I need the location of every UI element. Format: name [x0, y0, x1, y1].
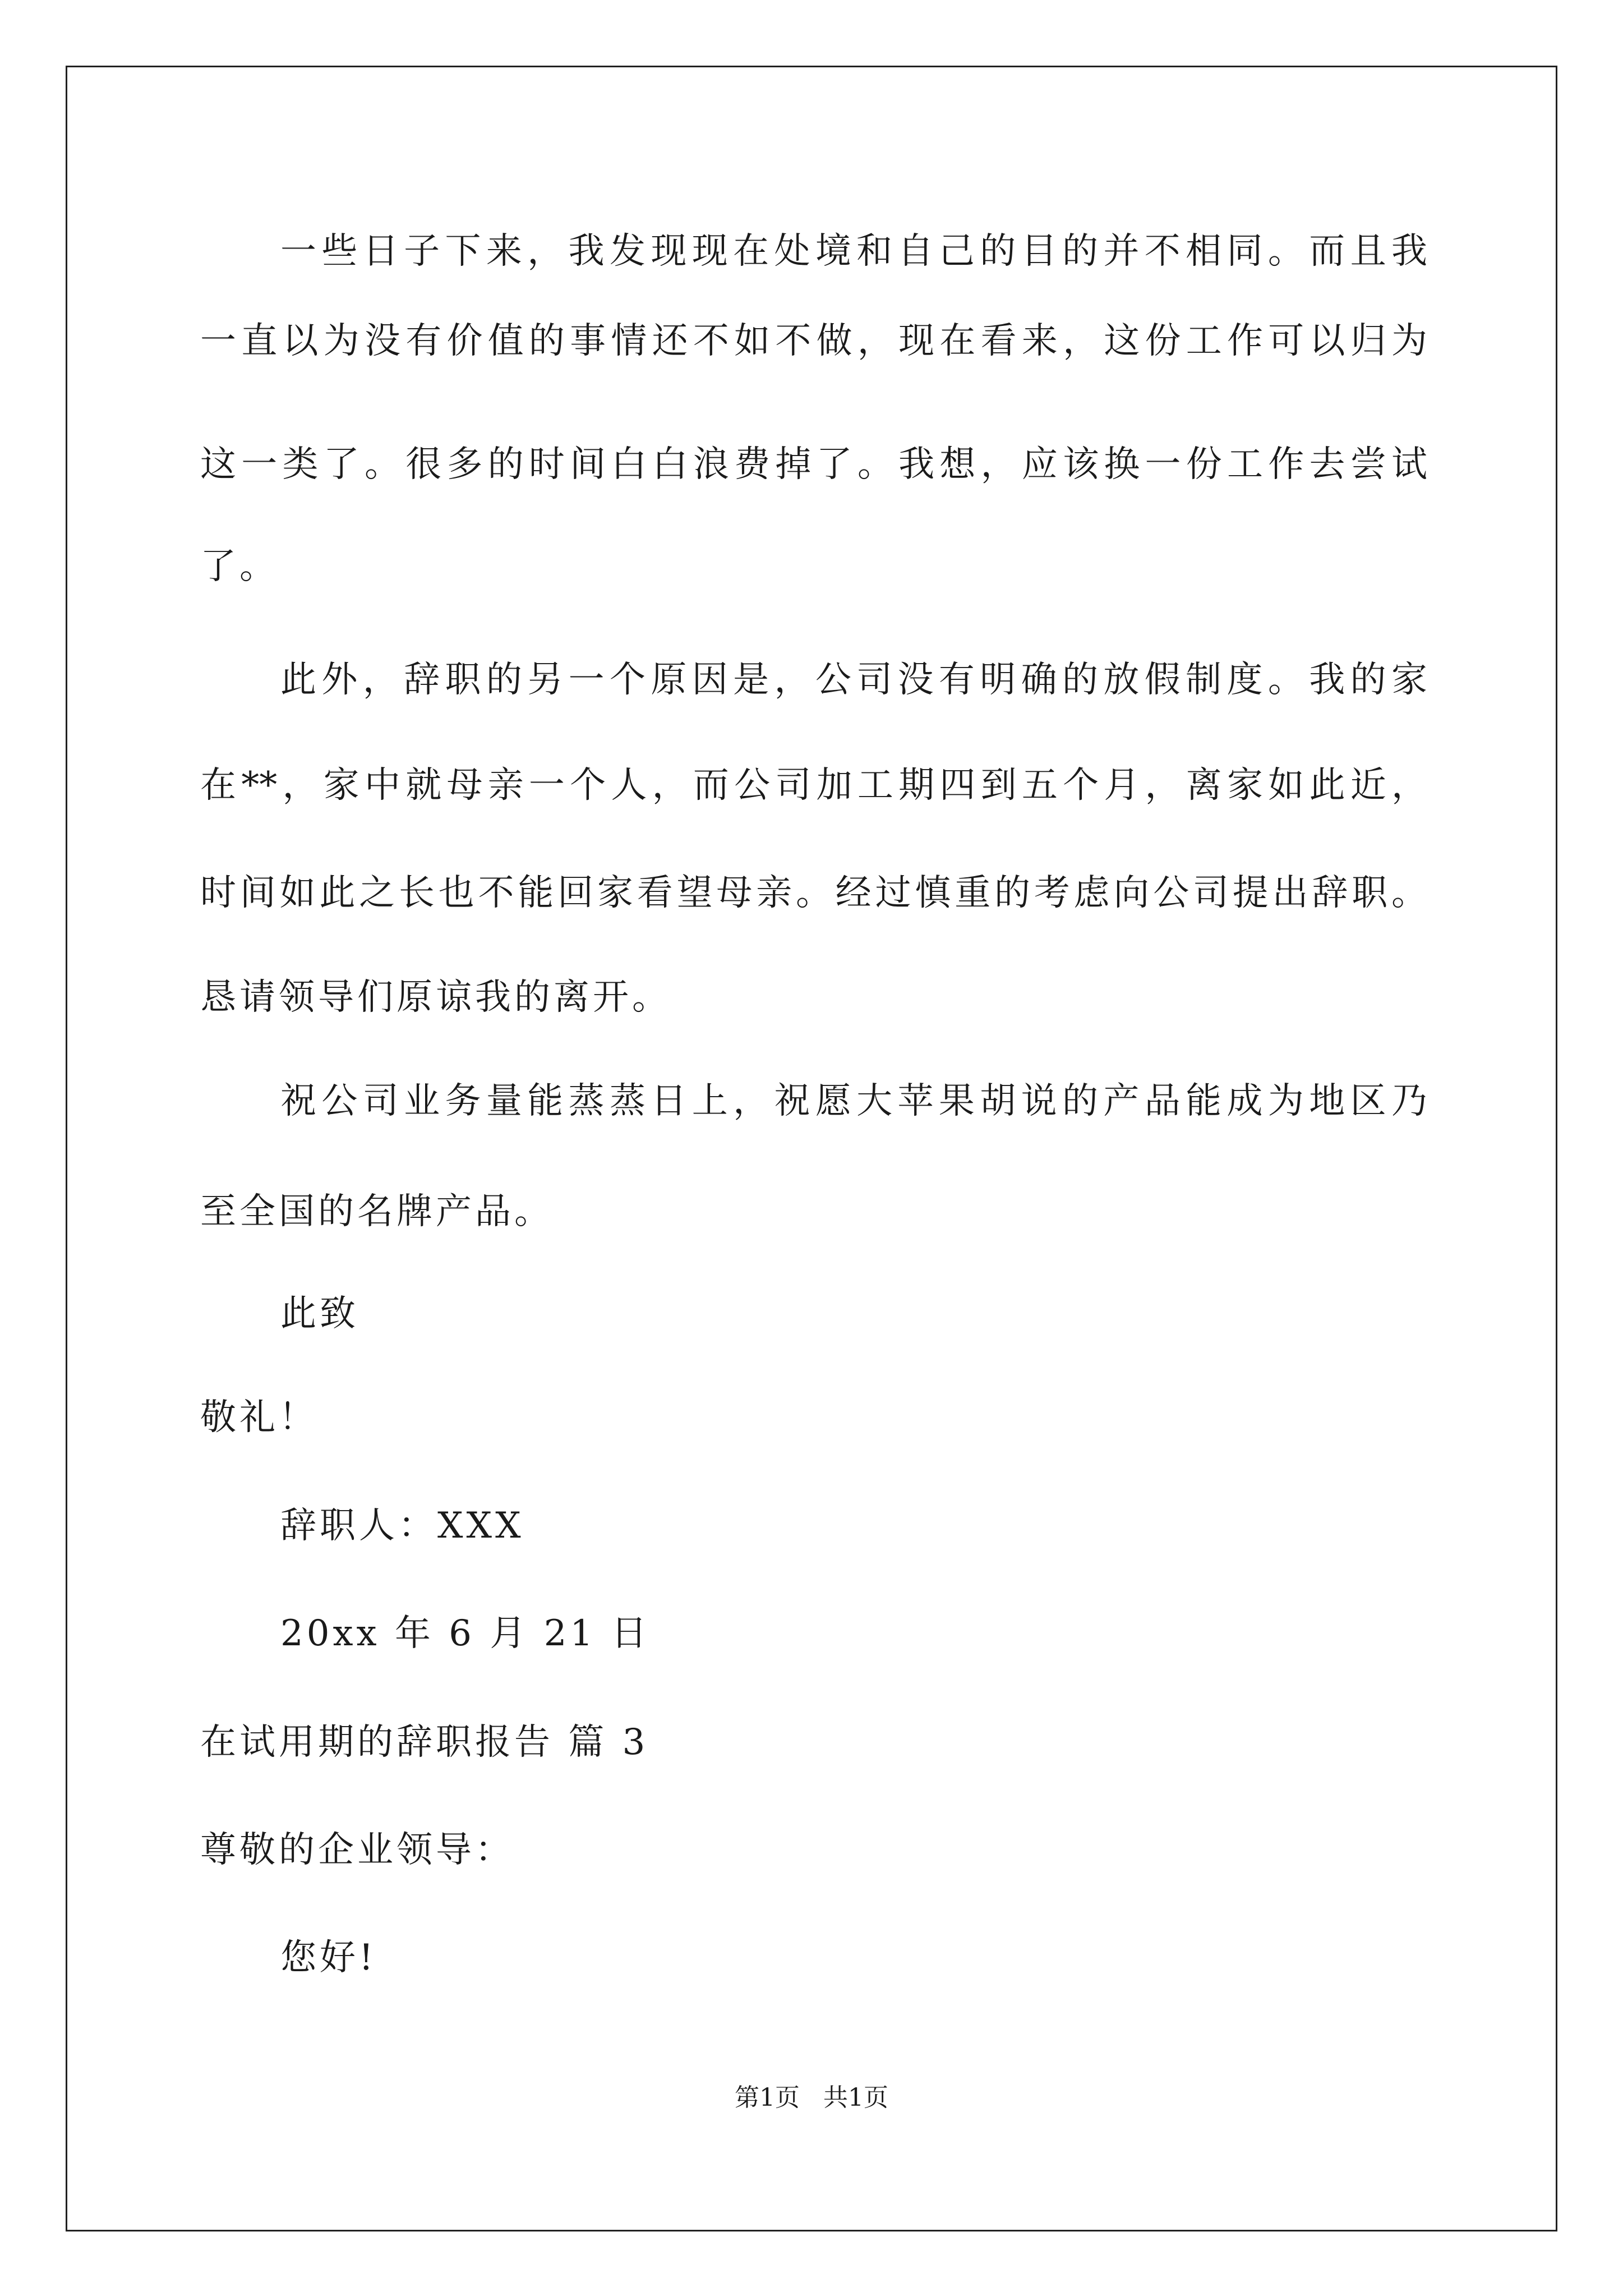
hello-line: 您好! [280, 1937, 377, 1978]
paragraph-line: 祝公司业务量能蒸蒸日上，祝愿大苹果胡说的产品能成为地区乃 [280, 1080, 1427, 1122]
paragraph-line: 在**，家中就母亲一个人，而公司加工期四到五个月，离家如此近， [200, 765, 1427, 806]
paragraph-line: 了。 [200, 546, 279, 587]
paragraph-line: 一直以为没有价值的事情还不如不做，现在看来，这份工作可以归为 [200, 320, 1427, 362]
date-line: 20xx 年 6 月 21 日 [280, 1613, 651, 1654]
paragraph-line: 恳请领导们原谅我的离开。 [200, 977, 671, 1018]
closing-salutation: 此致 [280, 1293, 359, 1335]
closing-regards: 敬礼！ [200, 1397, 318, 1438]
paragraph-line: 时间如此之长也不能回家看望母亲。经过慎重的考虑向公司提出辞职。 [200, 872, 1427, 914]
section-heading: 在试用期的辞职报告 篇 3 [200, 1722, 649, 1763]
paragraph-line: 此外，辞职的另一个原因是，公司没有明确的放假制度。我的家 [280, 659, 1427, 701]
page-border [66, 66, 1557, 2231]
signature-line: 辞职人：XXX [280, 1505, 524, 1547]
greeting-line: 尊敬的企业领导： [200, 1829, 514, 1871]
paragraph-line: 至全国的名牌产品。 [200, 1191, 554, 1232]
paragraph-line: 一些日子下来，我发现现在处境和自己的目的并不相同。而且我 [280, 231, 1427, 272]
page-footer: 第1页 共1页 [735, 2083, 888, 2112]
paragraph-line: 这一类了。很多的时间白白浪费掉了。我想，应该换一份工作去尝试 [200, 444, 1427, 485]
